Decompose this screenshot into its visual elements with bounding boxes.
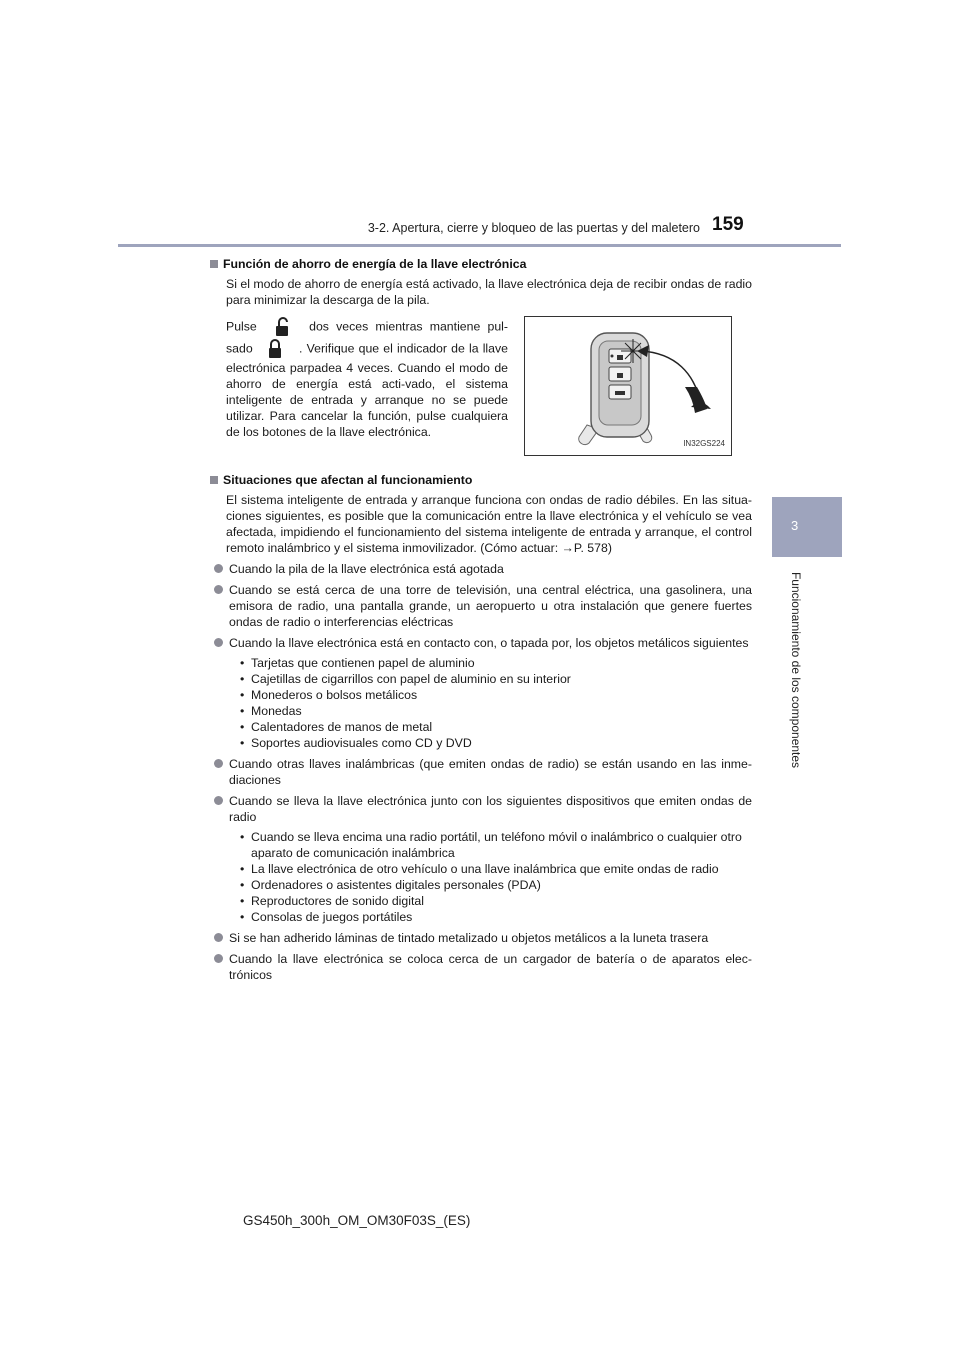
square-bullet-icon xyxy=(210,260,218,268)
section-heading-energy-saving: Función de ahorro de energía de la llave electrónica xyxy=(210,256,752,272)
figure-id: IN32GS224 xyxy=(683,439,725,448)
page-number: 159 xyxy=(712,214,744,235)
unlock-icon xyxy=(268,316,298,338)
list-item: Si se han adherido láminas de tintado metalizado u objetos metálicos a la luneta trasera xyxy=(210,930,752,946)
electronic-key-illustration xyxy=(525,317,731,455)
sub-list-item: • Cuando se lleva encima una radio portátil, un teléfono móvil o inalámbrico o cualquier otro aparato de comunicación inalámbrica xyxy=(240,830,742,860)
list-item: Cuando la llave electrónica se coloca cerca de un cargador de batería o de aparatos elec-trónicos xyxy=(210,951,752,983)
list-item: Cuando otras llaves inalámbricas (que emiten ondas de radio) se están usando en las inme-diaciones xyxy=(210,756,752,788)
sub-list-item: • Ordenadores o asistentes digitales personales (PDA) xyxy=(240,878,541,892)
round-bullet-icon xyxy=(214,796,223,805)
energy-saving-intro: Si el modo de ahorro de energía está activado, la llave electrónica deja de recibir ondas de radio para minimizar la descarga de la pila. xyxy=(226,277,752,307)
electronic-key-figure xyxy=(524,316,732,456)
situations-intro: El sistema inteligente de entrada y arranque funciona con ondas de radio débiles. En las situa-ciones siguientes, es posible que la comunicación entre la llave electrónica y el vehículo se vea afectada, impidiendo el funcionamiento del sistema inteligente de entrada y arranque, el control remoto inalámbrico y el sistema inmovilizador. (Cómo actuar: →P. 578) xyxy=(226,493,752,555)
chapter-tab xyxy=(772,497,842,557)
square-bullet-icon xyxy=(210,476,218,484)
chapter-number: 3 xyxy=(791,518,799,533)
list-item: Cuando la pila de la llave electrónica está agotada xyxy=(210,561,752,577)
lock-icon xyxy=(261,338,291,360)
sub-list-item: • La llave electrónica de otro vehículo o una llave inalámbrica que emite ondas de radio xyxy=(240,862,719,876)
list-item: Cuando la llave electrónica está en contacto con, o tapada por, los objetos metálicos siguientes xyxy=(210,635,752,651)
round-bullet-icon xyxy=(214,638,223,647)
list-item: Cuando se lleva la llave electrónica junto con los siguientes dispositivos que emiten ondas de radio xyxy=(210,793,752,825)
chapter-title-vertical xyxy=(781,560,811,780)
sub-list-item: • Reproductores de sonido digital xyxy=(240,894,424,908)
sub-list-item: • Monedas xyxy=(240,704,302,718)
sub-list-item: • Tarjetas que contienen papel de aluminio xyxy=(240,656,475,670)
header-rule xyxy=(118,244,841,247)
sub-list-item: • Soportes audiovisuales como CD y DVD xyxy=(240,736,472,750)
chapter-title: Funcionamiento de los componentes xyxy=(789,571,803,769)
sub-list-item: • Monederos o bolsos metálicos xyxy=(240,688,418,702)
round-bullet-icon xyxy=(214,933,223,942)
sub-list-item: • Calentadores de manos de metal xyxy=(240,720,433,734)
document-code: GS450h_300h_OM_OM30F03S_(ES) xyxy=(243,1213,471,1228)
radio-devices-list xyxy=(240,829,752,925)
list-item: Cuando se está cerca de una torre de televisión, una central eléctrica, una gasolinera, una emisora de radio, una pantalla grande, un aeropuerto u otra instalación que genere fuertes ondas de radio o interferencias eléctricas xyxy=(210,582,752,630)
section-heading-situations: Situaciones que afectan al funcionamiento xyxy=(210,472,752,488)
metal-objects-list xyxy=(240,655,752,751)
round-bullet-icon xyxy=(214,585,223,594)
sub-list-item: • Consolas de juegos portátiles xyxy=(240,910,413,924)
round-bullet-icon xyxy=(214,759,223,768)
energy-saving-instructions xyxy=(226,316,752,456)
round-bullet-icon xyxy=(214,954,223,963)
sub-list-item: • Cajetillas de cigarrillos con papel de aluminio en su interior xyxy=(240,672,571,686)
running-header-title: 3-2. Apertura, cierre y bloqueo de las puertas y del maletero xyxy=(367,221,700,235)
page-content xyxy=(210,256,752,983)
round-bullet-icon xyxy=(214,564,223,573)
instruction-text: Pulse dos veces mientras mantiene pul-sado . Verifique que el indicador de la llave electrónica parpadea 4 veces. Cuando el modo de ahorro de energía está acti-vado, el sistema inteligente de entrada y arranque no se puede utilizar. Para cancelar la función, pulse cualquiera de los botones de la llave electrónica. xyxy=(226,316,508,456)
